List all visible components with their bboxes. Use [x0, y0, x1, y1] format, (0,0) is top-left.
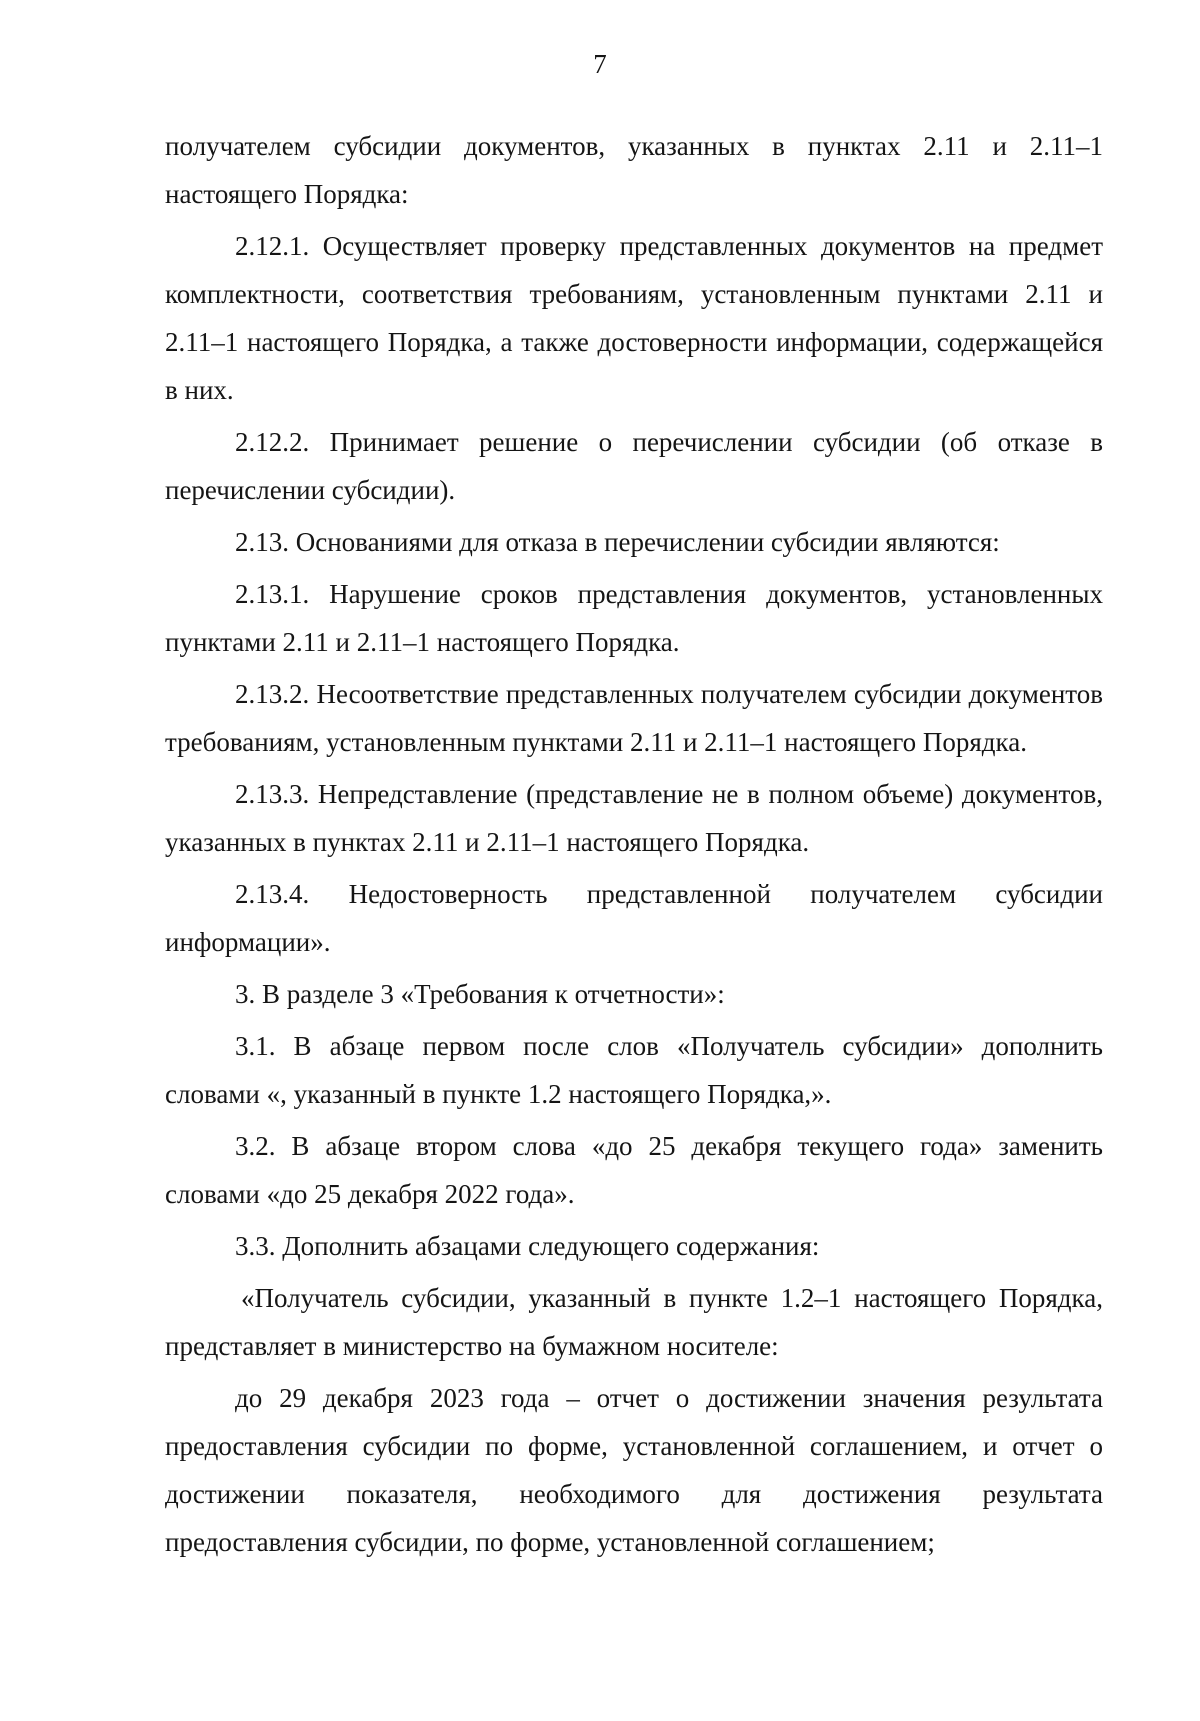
paragraph-2-13-4: 2.13.4. Недостоверность представленной получателем субсидии информации». [165, 879, 1103, 957]
document-body [165, 122, 1103, 1570]
paragraph-deadline: до 29 декабря 2023 года – отчет о достижении значения результата предоставления субсидии по форме, установленной соглашением, и отчет о достижении показателя, необходимого для достижения результата предоставления субсидии, по форме, установленной соглашением; [165, 1383, 1103, 1557]
paragraph-2-12-1: 2.12.1. Осуществляет проверку представленных документов на предмет комплектности, соответствия требованиям, установленным пунктами 2.11 и 2.11–1 настоящего Порядка, а также достоверности информации, содержащейся в них. [165, 231, 1103, 405]
paragraph-3-1: 3.1. В абзаце первом после слов «Получатель субсидии» дополнить словами «, указанный в пункте 1.2 настоящего Порядка,». [165, 1031, 1103, 1109]
paragraph-2-13-2: 2.13.2. Несоответствие представленных получателем субсидии документов требованиям, установленным пунктами 2.11 и 2.11–1 настоящего Порядка. [165, 679, 1103, 757]
paragraph-2-13-1: 2.13.1. Нарушение сроков представления документов, установленных пунктами 2.11 и 2.11–1 настоящего Порядка. [165, 579, 1103, 657]
paragraph-quote-recipient: «Получатель субсидии, указанный в пункте 1.2–1 настоящего Порядка, представляет в министерство на бумажном носителе: [165, 1283, 1103, 1361]
paragraph-2-13: 2.13. Основаниями для отказа в перечислении субсидии являются: [235, 527, 1000, 557]
paragraph-continuation: получателем субсидии документов, указанных в пунктах 2.11 и 2.11–1 настоящего Порядка: [165, 131, 1103, 209]
paragraph-2-13-3: 2.13.3. Непредставление (представление не в полном объеме) документов, указанных в пунктах 2.11 и 2.11–1 настоящего Порядка. [165, 779, 1103, 857]
paragraph-3-3: 3.3. Дополнить абзацами следующего содержания: [235, 1231, 820, 1261]
paragraph-3-2: 3.2. В абзаце втором слова «до 25 декабря текущего года» заменить словами «до 25 декабря 2022 года». [165, 1131, 1103, 1209]
paragraph-2-12-2: 2.12.2. Принимает решение о перечислении субсидии (об отказе в перечислении субсидии). [165, 427, 1103, 505]
paragraph-3: 3. В разделе 3 «Требования к отчетности»: [235, 979, 725, 1009]
page-number: 7 [593, 49, 607, 79]
